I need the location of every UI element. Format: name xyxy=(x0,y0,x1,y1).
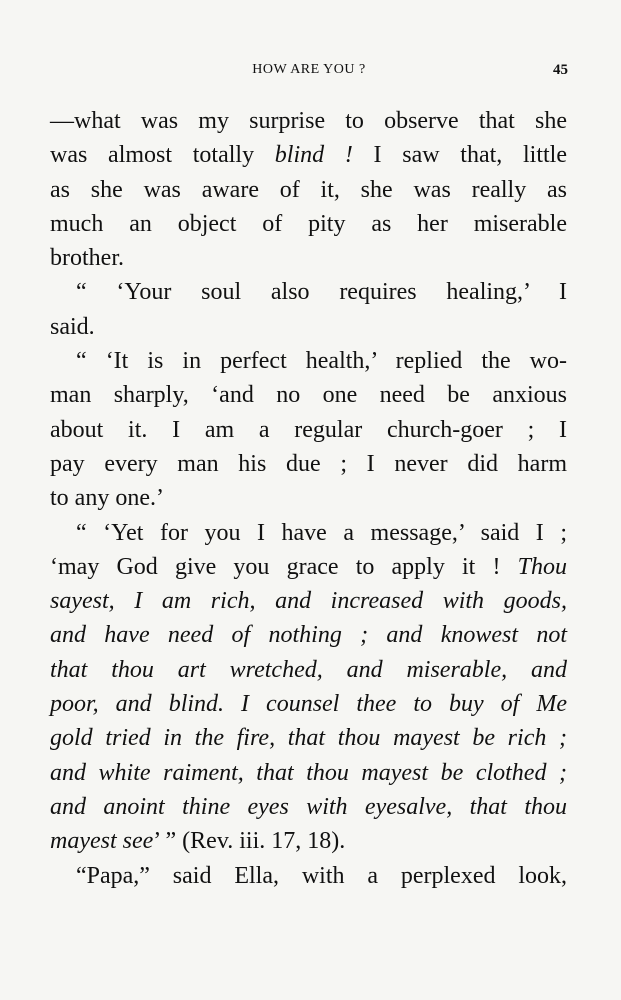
body-text xyxy=(50,104,567,893)
text-line: ‘may God give you grace to apply it ! Thou xyxy=(50,553,567,580)
text-line: —what was my surprise to observe that she xyxy=(50,108,567,134)
text-line: that thou art wretched, and miserable, and xyxy=(50,656,567,683)
page-number: 45 xyxy=(553,62,568,78)
text-line: much an object of pity as her miserable xyxy=(50,210,567,237)
text-line: “ ‘It is in perfect health,’ replied the wo- xyxy=(76,348,567,375)
text-line: was almost totally blind ! I saw that, little xyxy=(50,142,567,169)
page-header xyxy=(50,62,568,82)
text-line: and anoint thine eyes with eyesalve, that thou xyxy=(50,793,567,820)
text-line: brother. xyxy=(50,245,124,272)
text-line: mayest see’ ” (Rev. iii. 17, 18). xyxy=(50,828,346,855)
text-line: said. xyxy=(50,313,95,340)
text-line: “Papa,” said Ella, with a perplexed look, xyxy=(76,862,567,889)
text-line: as she was aware of it, she was really as xyxy=(50,176,567,203)
text-line: sayest, I am rich, and increased with goods, xyxy=(50,588,567,615)
text-line: “ ‘Your soul also requires healing,’ I xyxy=(76,279,567,306)
running-title: HOW ARE YOU ? xyxy=(252,62,366,77)
text-line: and have need of nothing ; and knowest not xyxy=(50,622,567,649)
text-line: about it. I am a regular church-goer ; I xyxy=(50,416,567,443)
text-line: poor, and blind. I counsel thee to buy of Me xyxy=(50,691,567,718)
text-line: man sharply, ‘and no one need be anxious xyxy=(50,382,567,409)
text-line: to any one.’ xyxy=(50,485,164,512)
text-line: “ ‘Yet for you I have a message,’ said I ; xyxy=(76,519,567,546)
text-line: gold tried in the fire, that thou mayest be rich ; xyxy=(50,725,567,752)
text-line: pay every man his due ; I never did harm xyxy=(50,450,567,477)
text-line: and white raiment, that thou mayest be clothed ; xyxy=(50,759,567,786)
